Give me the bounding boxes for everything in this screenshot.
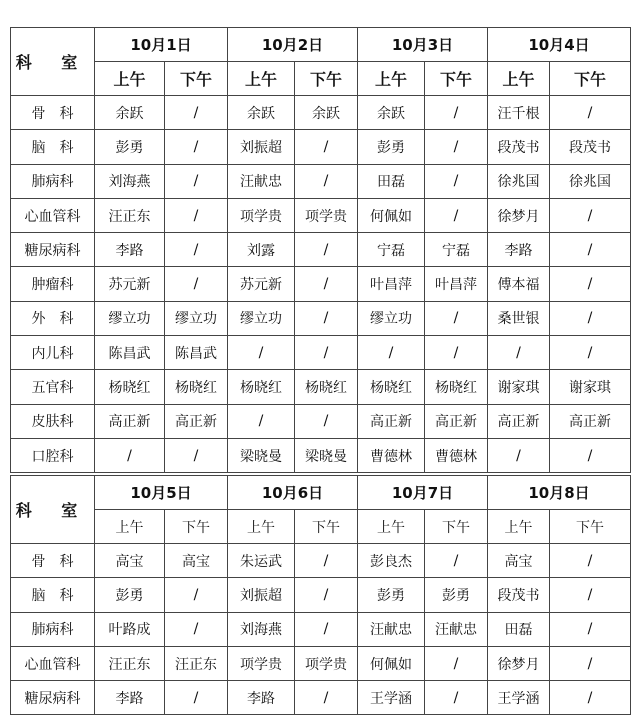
doctor-cell: / <box>228 336 295 370</box>
table-row <box>11 130 631 164</box>
doctor-cell: 何佩如 <box>358 646 425 680</box>
date-header: 10月8日 <box>488 476 631 510</box>
doctor-cell: / <box>425 646 488 680</box>
doctor-cell: / <box>550 646 631 680</box>
doctor-cell: 高正新 <box>425 404 488 438</box>
doctor-cell: / <box>295 612 358 646</box>
dept-name: 口腔科 <box>11 438 95 472</box>
doctor-cell: 彭勇 <box>95 130 165 164</box>
doctor-cell: 陈昌武 <box>95 336 165 370</box>
doctor-cell: 高正新 <box>488 404 550 438</box>
doctor-cell: / <box>295 233 358 267</box>
doctor-cell: / <box>425 336 488 370</box>
doctor-cell: 陈昌武 <box>165 336 228 370</box>
dept-name: 内儿科 <box>11 336 95 370</box>
doctor-cell: 宁磊 <box>358 233 425 267</box>
doctor-cell: 徐梦月 <box>488 646 550 680</box>
doctor-cell: / <box>295 267 358 301</box>
doctor-cell: / <box>425 164 488 198</box>
morning-header: 上午 <box>488 62 550 96</box>
doctor-cell: 叶昌萍 <box>425 267 488 301</box>
doctor-cell: 田磊 <box>358 164 425 198</box>
afternoon-header: 下午 <box>165 62 228 96</box>
doctor-cell: 曹德林 <box>425 438 488 472</box>
doctor-cell: / <box>358 336 425 370</box>
doctor-cell: / <box>550 233 631 267</box>
doctor-cell: 彭良杰 <box>358 544 425 578</box>
doctor-cell: 汪献忠 <box>358 612 425 646</box>
table-row <box>11 267 631 301</box>
doctor-cell: 徐梦月 <box>488 198 550 232</box>
doctor-cell: 李路 <box>95 681 165 715</box>
doctor-cell: 缪立功 <box>228 301 295 335</box>
table-row <box>11 233 631 267</box>
doctor-cell: / <box>295 404 358 438</box>
doctor-cell: 段茂书 <box>550 130 631 164</box>
afternoon-header: 下午 <box>550 62 631 96</box>
doctor-cell: / <box>295 578 358 612</box>
doctor-cell: 段茂书 <box>488 130 550 164</box>
date-header: 10月6日 <box>228 476 358 510</box>
doctor-cell: 余跃 <box>358 96 425 130</box>
table-row <box>11 96 631 130</box>
dept-name: 糖尿病科 <box>11 681 95 715</box>
doctor-cell: 缪立功 <box>358 301 425 335</box>
dept-name: 皮肤科 <box>11 404 95 438</box>
doctor-cell: 傅本福 <box>488 267 550 301</box>
doctor-cell: 梁晓曼 <box>295 438 358 472</box>
dept-name: 骨 科 <box>11 96 95 130</box>
doctor-cell: 彭勇 <box>425 578 488 612</box>
doctor-cell: / <box>425 681 488 715</box>
dept-name: 骨 科 <box>11 544 95 578</box>
date-header: 10月7日 <box>358 476 488 510</box>
doctor-cell: 苏元新 <box>228 267 295 301</box>
doctor-cell: / <box>165 578 228 612</box>
doctor-cell: 刘海燕 <box>95 164 165 198</box>
doctor-cell: 汪千根 <box>488 96 550 130</box>
doctor-cell: / <box>550 198 631 232</box>
afternoon-header: 下午 <box>425 510 488 544</box>
doctor-cell: 缪立功 <box>95 301 165 335</box>
doctor-cell: 汪正东 <box>95 198 165 232</box>
afternoon-header: 下午 <box>295 62 358 96</box>
doctor-cell: 项学贵 <box>295 646 358 680</box>
doctor-cell: / <box>295 301 358 335</box>
doctor-cell: 高正新 <box>165 404 228 438</box>
doctor-cell: 彭勇 <box>358 578 425 612</box>
doctor-cell: / <box>550 612 631 646</box>
table-row <box>11 612 631 646</box>
doctor-cell: 宁磊 <box>425 233 488 267</box>
doctor-cell: 李路 <box>228 681 295 715</box>
doctor-cell: 谢家琪 <box>550 370 631 404</box>
doctor-cell: 杨晓红 <box>95 370 165 404</box>
table-row <box>11 681 631 715</box>
doctor-cell: 缪立功 <box>165 301 228 335</box>
doctor-cell: 项学贵 <box>228 646 295 680</box>
doctor-cell: / <box>425 544 488 578</box>
doctor-cell: 杨晓红 <box>228 370 295 404</box>
doctor-cell: / <box>550 544 631 578</box>
doctor-cell: 高宝 <box>488 544 550 578</box>
doctor-cell: / <box>550 336 631 370</box>
doctor-cell: / <box>488 438 550 472</box>
morning-header: 上午 <box>358 510 425 544</box>
table-row <box>11 578 631 612</box>
doctor-cell: / <box>550 578 631 612</box>
dept-column-header: 科 室 <box>11 28 95 96</box>
doctor-cell: / <box>165 438 228 472</box>
dept-name: 糖尿病科 <box>11 233 95 267</box>
date-header: 10月2日 <box>228 28 358 62</box>
doctor-cell: 田磊 <box>488 612 550 646</box>
doctor-cell: 刘振超 <box>228 578 295 612</box>
table-row <box>11 646 631 680</box>
doctor-cell: / <box>550 438 631 472</box>
doctor-cell: 汪献忠 <box>228 164 295 198</box>
dept-name: 心血管科 <box>11 198 95 232</box>
dept-column-header: 科 室 <box>11 476 95 544</box>
table-row <box>11 438 631 472</box>
table-row <box>11 544 631 578</box>
dept-name: 脑 科 <box>11 578 95 612</box>
doctor-cell: 段茂书 <box>488 578 550 612</box>
doctor-cell: 叶昌萍 <box>358 267 425 301</box>
doctor-cell: / <box>425 198 488 232</box>
doctor-cell: 谢家琪 <box>488 370 550 404</box>
morning-header: 上午 <box>228 510 295 544</box>
doctor-cell: 汪正东 <box>165 646 228 680</box>
doctor-cell: / <box>425 301 488 335</box>
doctor-cell: / <box>488 336 550 370</box>
morning-header: 上午 <box>488 510 550 544</box>
table-row <box>11 301 631 335</box>
doctor-cell: / <box>165 233 228 267</box>
doctor-cell: / <box>165 612 228 646</box>
doctor-cell: 彭勇 <box>95 578 165 612</box>
doctor-cell: 桑世银 <box>488 301 550 335</box>
doctor-cell: 汪献忠 <box>425 612 488 646</box>
afternoon-header: 下午 <box>295 510 358 544</box>
morning-header: 上午 <box>95 62 165 96</box>
morning-header: 上午 <box>95 510 165 544</box>
table-row <box>11 370 631 404</box>
doctor-cell: 杨晓红 <box>165 370 228 404</box>
doctor-cell: 项学贵 <box>295 198 358 232</box>
doctor-cell: 余跃 <box>228 96 295 130</box>
dept-name: 心血管科 <box>11 646 95 680</box>
table-row <box>11 198 631 232</box>
doctor-cell: 王学涵 <box>358 681 425 715</box>
doctor-cell: 徐兆国 <box>550 164 631 198</box>
doctor-cell: / <box>165 130 228 164</box>
doctor-cell: / <box>295 681 358 715</box>
date-header: 10月4日 <box>488 28 631 62</box>
doctor-cell: 高宝 <box>165 544 228 578</box>
schedule-table-body <box>11 28 631 473</box>
doctor-cell: / <box>165 96 228 130</box>
doctor-cell: / <box>550 96 631 130</box>
schedule-table-oct-5-8 <box>10 475 631 715</box>
doctor-cell: / <box>165 681 228 715</box>
doctor-cell: 梁晓曼 <box>228 438 295 472</box>
doctor-cell: 苏元新 <box>95 267 165 301</box>
doctor-cell: / <box>228 404 295 438</box>
doctor-cell: 余跃 <box>295 96 358 130</box>
table-row <box>11 164 631 198</box>
doctor-cell: 叶路成 <box>95 612 165 646</box>
doctor-cell: / <box>95 438 165 472</box>
dept-name: 肺病科 <box>11 612 95 646</box>
doctor-cell: 项学贵 <box>228 198 295 232</box>
doctor-cell: 杨晓红 <box>425 370 488 404</box>
doctor-cell: 杨晓红 <box>295 370 358 404</box>
doctor-cell: 高正新 <box>550 404 631 438</box>
doctor-cell: 高正新 <box>358 404 425 438</box>
doctor-cell: / <box>295 336 358 370</box>
afternoon-header: 下午 <box>425 62 488 96</box>
schedule-table-oct-1-4 <box>10 27 631 473</box>
doctor-cell: 王学涵 <box>488 681 550 715</box>
dept-name: 外 科 <box>11 301 95 335</box>
doctor-cell: 彭勇 <box>358 130 425 164</box>
doctor-cell: / <box>425 130 488 164</box>
doctor-cell: 朱运武 <box>228 544 295 578</box>
doctor-cell: / <box>295 130 358 164</box>
doctor-cell: / <box>295 544 358 578</box>
doctor-cell: / <box>550 267 631 301</box>
doctor-cell: 刘振超 <box>228 130 295 164</box>
doctor-cell: 高正新 <box>95 404 165 438</box>
doctor-cell: 徐兆国 <box>488 164 550 198</box>
doctor-cell: / <box>165 198 228 232</box>
doctor-cell: 李路 <box>95 233 165 267</box>
doctor-cell: / <box>550 301 631 335</box>
doctor-cell: 曹德林 <box>358 438 425 472</box>
doctor-cell: / <box>295 164 358 198</box>
afternoon-header: 下午 <box>550 510 631 544</box>
doctor-cell: 汪正东 <box>95 646 165 680</box>
doctor-cell: 刘海燕 <box>228 612 295 646</box>
table-row <box>11 404 631 438</box>
doctor-cell: 何佩如 <box>358 198 425 232</box>
doctor-cell: 李路 <box>488 233 550 267</box>
morning-header: 上午 <box>358 62 425 96</box>
doctor-cell: 杨晓红 <box>358 370 425 404</box>
doctor-cell: / <box>165 267 228 301</box>
afternoon-header: 下午 <box>165 510 228 544</box>
doctor-cell: / <box>165 164 228 198</box>
doctor-cell: / <box>425 96 488 130</box>
schedule-table-body <box>11 476 631 715</box>
date-header: 10月3日 <box>358 28 488 62</box>
dept-name: 肺病科 <box>11 164 95 198</box>
doctor-cell: / <box>550 681 631 715</box>
dept-name: 肿瘤科 <box>11 267 95 301</box>
date-header: 10月1日 <box>95 28 228 62</box>
doctor-cell: 刘露 <box>228 233 295 267</box>
date-header: 10月5日 <box>95 476 228 510</box>
dept-name: 脑 科 <box>11 130 95 164</box>
doctor-cell: 余跃 <box>95 96 165 130</box>
dept-name: 五官科 <box>11 370 95 404</box>
table-row <box>11 336 631 370</box>
doctor-cell: 高宝 <box>95 544 165 578</box>
morning-header: 上午 <box>228 62 295 96</box>
